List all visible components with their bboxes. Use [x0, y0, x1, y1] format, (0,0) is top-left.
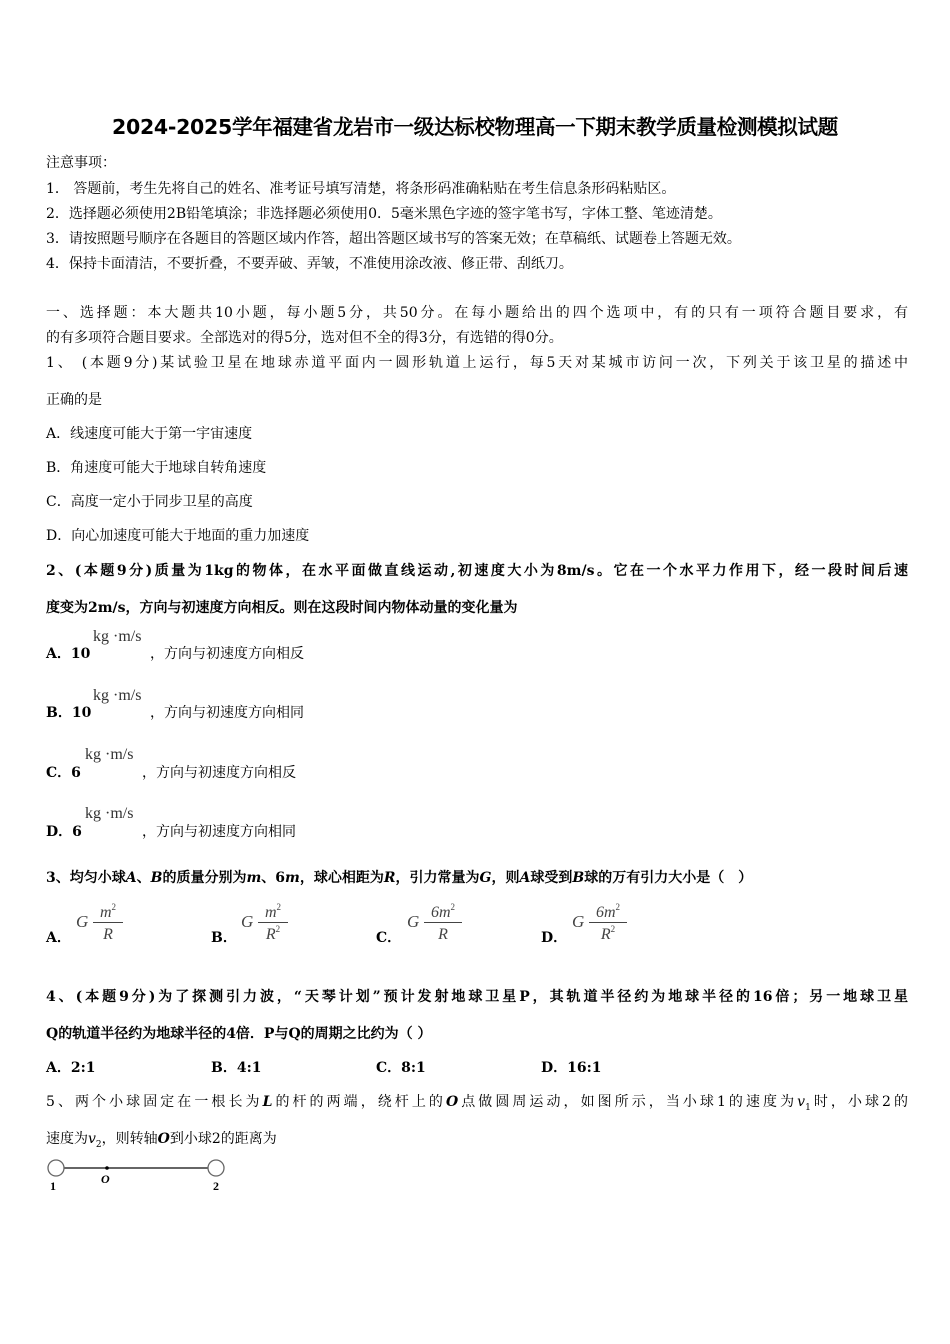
q2-option-a-unit: kg ·m/s — [93, 628, 142, 645]
notice-item-2: 2．选择题必须使用2B铅笔填涂；非选择题必须使用0．5毫米黑色字迹的签字笔书写，字体工整、笔迹清楚。 — [46, 206, 722, 222]
pivot-point — [105, 1166, 109, 1170]
q2-option-b-label: B．10 — [46, 705, 92, 721]
q3-option-d-formula: G $6m^2$ $R^2$ — [572, 902, 628, 948]
ball-1 — [48, 1160, 64, 1176]
notice-item-4: 4．保持卡面清洁，不要折叠，不要弄破、弄皱，不准使用涂改液、修正带、刮纸刀。 — [46, 256, 573, 272]
q2-option-a-text: ，方向与初速度方向相反 — [150, 646, 304, 662]
q3-option-c-formula: G $6m^2$ R — [407, 902, 463, 948]
q1-stem-line-2: 正确的是 — [46, 392, 102, 408]
q4-stem-line-1: 4、(本题9分)为了探测引力波，“天琴计划”预计发射地球卫星P，其轨道半径约为地球半径的16倍；另一地球卫星 — [46, 989, 908, 1005]
q1-option-a: A．线速度可能大于第一宇宙速度 — [46, 426, 253, 442]
q1-option-c: C．高度一定小于同步卫星的高度 — [46, 494, 253, 510]
pivot-label: O — [101, 1172, 110, 1186]
ball-2 — [208, 1160, 224, 1176]
q3-option-b-formula: G $m^2$ $R^2$ — [241, 902, 291, 948]
q2-option-d-unit: kg ·m/s — [85, 805, 134, 822]
q5-stem-line-2: 速度为$v_2$，则转轴O到小球2的距离为 — [46, 1131, 277, 1150]
q3-option-a-label: A． — [46, 930, 71, 946]
q2-stem-line-1: 2、(本题9分)质量为1kg的物体，在水平面做直线运动,初速度大小为8m/s。它在一个水平力作用下，经一段时间后速 — [46, 563, 908, 579]
exam-title: 2024-2025学年福建省龙岩市一级达标校物理高一下期末教学质量检测模拟试题 — [112, 115, 838, 139]
section-instructions-line-1: 一、选择题：本大题共10小题，每小题5分，共50分。在每小题给出的四个选项中，有的只有一项符合题目要求，有 — [46, 305, 908, 321]
q5-rod-figure — [44, 1152, 234, 1196]
q1-option-d: D．向心加速度可能大于地面的重力加速度 — [46, 528, 310, 544]
q1-option-b: B．角速度可能大于地球自转角速度 — [46, 460, 267, 476]
q4-option-d: D．16:1 — [541, 1060, 602, 1076]
ball-1-label: 1 — [50, 1179, 56, 1193]
q3-option-c-label: C． — [376, 930, 402, 946]
notice-item-1: 1． 答题前，考生先将自己的姓名、准考证号填写清楚，将条形码准确粘贴在考生信息条形码粘贴区。 — [46, 181, 676, 197]
q3-stem: 3、均匀小球A、B的质量分别为m、6m，球心相距为R，引力常量为G，则A球受到B球的万有引力大小是（ ） — [46, 870, 753, 886]
q1-stem-line-1: 1、 (本题9分)某试验卫星在地球赤道平面内一圆形轨道上运行，每5天对某城市访问一次，下列关于该卫星的描述中 — [46, 355, 908, 371]
q2-option-c-text: ，方向与初速度方向相反 — [142, 765, 296, 781]
q5-stem-line-1: 5、两个小球固定在一根长为L的杆的两端，绕杆上的O点做圆周运动，如图所示，当小球1的速度为$v_1$时，小球2的 — [46, 1094, 909, 1113]
q2-option-d-text: ，方向与初速度方向相同 — [142, 824, 296, 840]
q4-option-c: C．8:1 — [376, 1060, 426, 1076]
q2-option-b-unit: kg ·m/s — [93, 687, 142, 704]
q3-option-b-label: B． — [211, 930, 237, 946]
ball-2-label: 2 — [213, 1179, 219, 1193]
q2-option-d-label: D．6 — [46, 824, 82, 840]
q3-option-a-formula: G $m^2$ R — [76, 902, 126, 948]
q4-stem-line-2: Q的轨道半径约为地球半径的4倍．P与Q的周期之比约为（ ） — [46, 1026, 432, 1042]
q2-option-c-label: C．6 — [46, 765, 81, 781]
notice-heading: 注意事项： — [46, 155, 116, 171]
q2-option-c-unit: kg ·m/s — [85, 746, 134, 763]
q4-option-b: B．4:1 — [211, 1060, 262, 1076]
q4-option-a: A．2:1 — [46, 1060, 96, 1076]
q2-stem-line-2: 度变为2m/s，方向与初速度方向相反。则在这段时间内物体动量的变化量为 — [46, 600, 518, 616]
section-instructions-line-2: 的有多项符合题目要求。全部选对的得5分，选对但不全的得3分，有选错的得0分。 — [46, 330, 563, 346]
q3-option-d-label: D． — [541, 930, 568, 946]
q2-option-a-label: A．10 — [46, 646, 91, 662]
q2-option-b-text: ，方向与初速度方向相同 — [150, 705, 304, 721]
notice-item-3: 3．请按照题号顺序在各题目的答题区域内作答，超出答题区域书写的答案无效；在草稿纸、试题卷上答题无效。 — [46, 231, 741, 247]
